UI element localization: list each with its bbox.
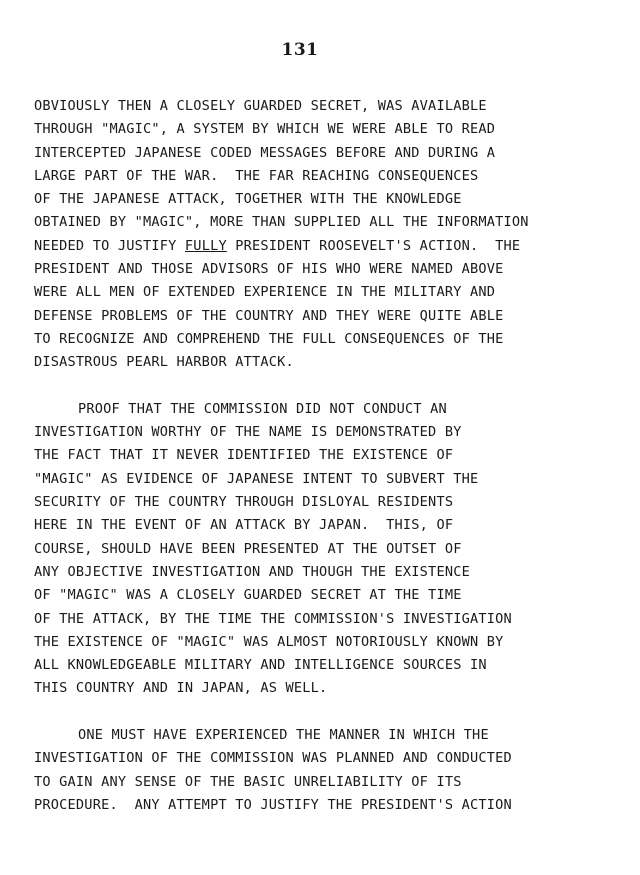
text-line: PROCEDURE. ANY ATTEMPT TO JUSTIFY THE PRESIDENT'S ACTION [34,796,512,813]
text-line: INVESTIGATION OF THE COMMISSION WAS PLANNED AND CONDUCTED [34,750,512,767]
paragraph [34,95,624,375]
text-line: OBTAINED BY "MAGIC", MORE THAN SUPPLIED ALL THE INFORMATION [34,214,529,231]
text-line: ANY OBJECTIVE INVESTIGATION AND THOUGH THE EXISTENCE [34,563,470,580]
text-line: ALL KNOWLEDGEABLE MILITARY AND INTELLIGENCE SOURCES IN [34,657,487,674]
text-line: OBVIOUSLY THEN A CLOSELY GUARDED SECRET, WAS AVAILABLE [34,98,487,114]
text-line: THE FACT THAT IT NEVER IDENTIFIED THE EXISTENCE OF [34,447,454,464]
text-segment: PRESIDENT ROOSEVELT'S ACTION. THE [226,237,521,254]
text-line: OF THE JAPANESE ATTACK, TOGETHER WITH THE KNOWLEDGE [34,191,462,208]
text-line: ONE MUST HAVE EXPERIENCED THE MANNER IN WHICH THE [78,727,489,744]
text-line: OF "MAGIC" WAS A CLOSELY GUARDED SECRET AT THE TIME [34,587,462,604]
text-line: INVESTIGATION WORTHY OF THE NAME IS DEMONSTRATED BY [34,424,462,441]
text-line: INTERCEPTED JAPANESE CODED MESSAGES BEFORE AND DURING A [34,144,496,161]
text-line: DEFENSE PROBLEMS OF THE COUNTRY AND THEY WERE QUITE ABLE [34,307,504,324]
text-line [34,235,624,258]
text-line: OF THE ATTACK, BY THE TIME THE COMMISSION'S INVESTIGATION [34,610,512,627]
text-line: "MAGIC" AS EVIDENCE OF JAPANESE INTENT TO SUBVERT THE [34,470,479,487]
text-line: SECURITY OF THE COUNTRY THROUGH DISLOYAL RESIDENTS [34,494,454,511]
text-line: THROUGH "MAGIC", A SYSTEM BY WHICH WE WERE ABLE TO READ [34,121,496,138]
text-line: THE EXISTENCE OF "MAGIC" WAS ALMOST NOTORIOUSLY KNOWN BY [34,633,504,650]
text-line: COURSE, SHOULD HAVE BEEN PRESENTED AT THE OUTSET OF [34,540,462,557]
underlined-word: FULLY [184,237,227,254]
text-line: TO GAIN ANY SENSE OF THE BASIC UNRELIABILITY OF ITS [34,773,462,790]
paragraph [34,398,624,701]
page-number: 131 [281,40,319,60]
text-line: PROOF THAT THE COMMISSION DID NOT CONDUCT AN [78,400,447,417]
text-line: HERE IN THE EVENT OF AN ATTACK BY JAPAN. THIS, OF [34,517,454,534]
text-line: PRESIDENT AND THOSE ADVISORS OF HIS WHO WERE NAMED ABOVE [34,261,504,278]
paragraph [34,724,624,817]
text-line: THIS COUNTRY AND IN JAPAN, AS WELL. [34,680,328,697]
body-text [34,95,624,817]
text-segment: NEEDED TO JUSTIFY [34,237,185,254]
text-line: TO RECOGNIZE AND COMPREHEND THE FULL CONSEQUENCES OF THE [34,330,504,347]
text-line: LARGE PART OF THE WAR. THE FAR REACHING CONSEQUENCES [34,167,479,184]
text-line: WERE ALL MEN OF EXTENDED EXPERIENCE IN THE MILITARY AND [34,284,496,301]
text-line: DISASTROUS PEARL HARBOR ATTACK. [34,354,294,371]
